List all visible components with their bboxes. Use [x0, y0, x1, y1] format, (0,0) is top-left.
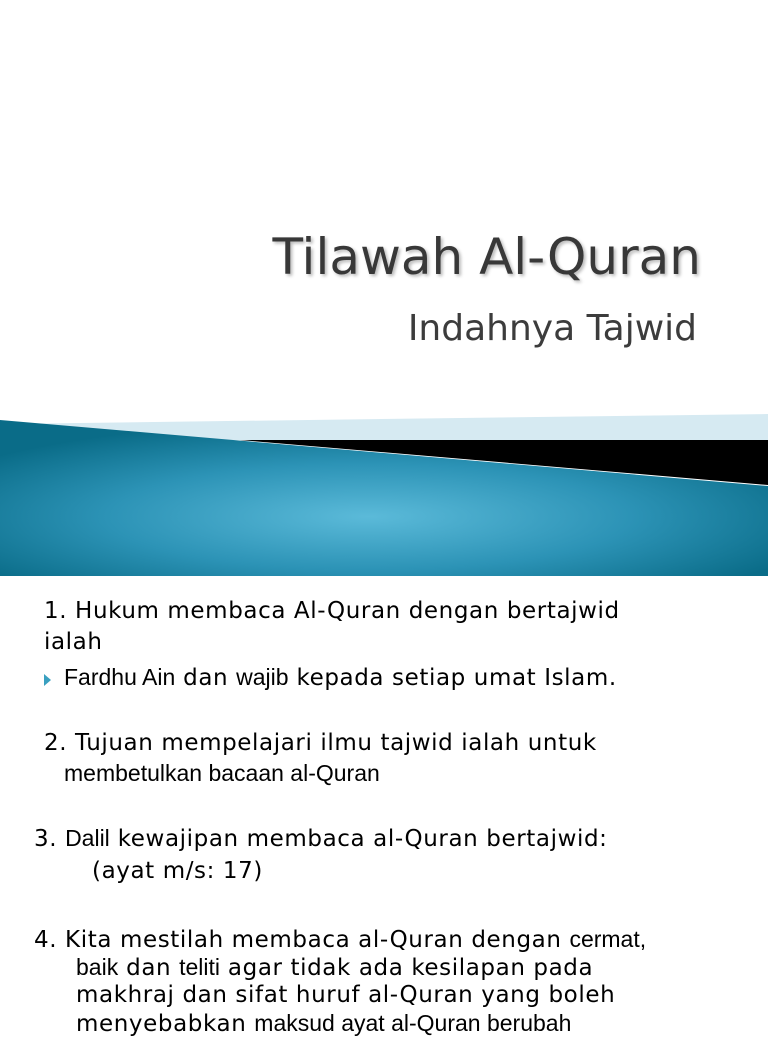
bold-teliti: teliti: [179, 954, 221, 980]
item-4-line-1: [34, 924, 646, 955]
bold-cermat: cermat,: [569, 926, 647, 952]
bold-fardhu-ain: Fardhu Ain: [64, 664, 176, 690]
bold-dalil: Dalil: [65, 825, 110, 851]
item-1-line-2: ialah: [44, 629, 103, 655]
item-3-text: kewajipan membaca al-Quran bertajwid:: [109, 826, 608, 852]
item-3-line-2: (ayat m/s: 17): [92, 858, 263, 884]
item-4-l2-text-1: dan: [118, 955, 180, 981]
item-4-l2-text-2: agar tidak ada kesilapan pada: [220, 955, 594, 981]
item-3-prefix: 3.: [34, 826, 66, 852]
bullet-1-text-2: kepada setiap umat Islam.: [288, 665, 617, 691]
item-4-line-2: [76, 952, 593, 983]
item-4-line-3: makhraj dan sifat huruf al-Quran yang boleh: [76, 982, 616, 1008]
item-4-l4-text: menyebabkan: [76, 1011, 255, 1037]
bold-membetulkan: membetulkan bacaan al-Quran: [64, 760, 380, 786]
item-1-line-1: 1. Hukum membaca Al-Quran dengan bertajwid: [44, 598, 620, 624]
bullet-1-text-1: dan: [175, 665, 237, 691]
bullet-1: [64, 662, 617, 693]
item-4-l1-text: 4. Kita mestilah membaca al-Quran dengan: [34, 927, 570, 953]
item-3-line-1: [34, 823, 608, 854]
item-2-line-1: 2. Tujuan mempelajari ilmu tajwid ialah untuk: [44, 730, 597, 756]
bold-wajib: wajib: [236, 664, 289, 690]
bold-maksud: maksud ayat al-Quran berubah: [254, 1010, 572, 1036]
bold-baik: baik: [76, 954, 119, 980]
slide-subtitle: Indahnya Tajwid: [407, 308, 697, 349]
decorative-banner: [0, 410, 768, 576]
item-2-line-2: [64, 758, 380, 789]
bullet-arrow-icon: [44, 674, 51, 686]
slide-title: Tilawah Al-Quran: [272, 228, 701, 286]
